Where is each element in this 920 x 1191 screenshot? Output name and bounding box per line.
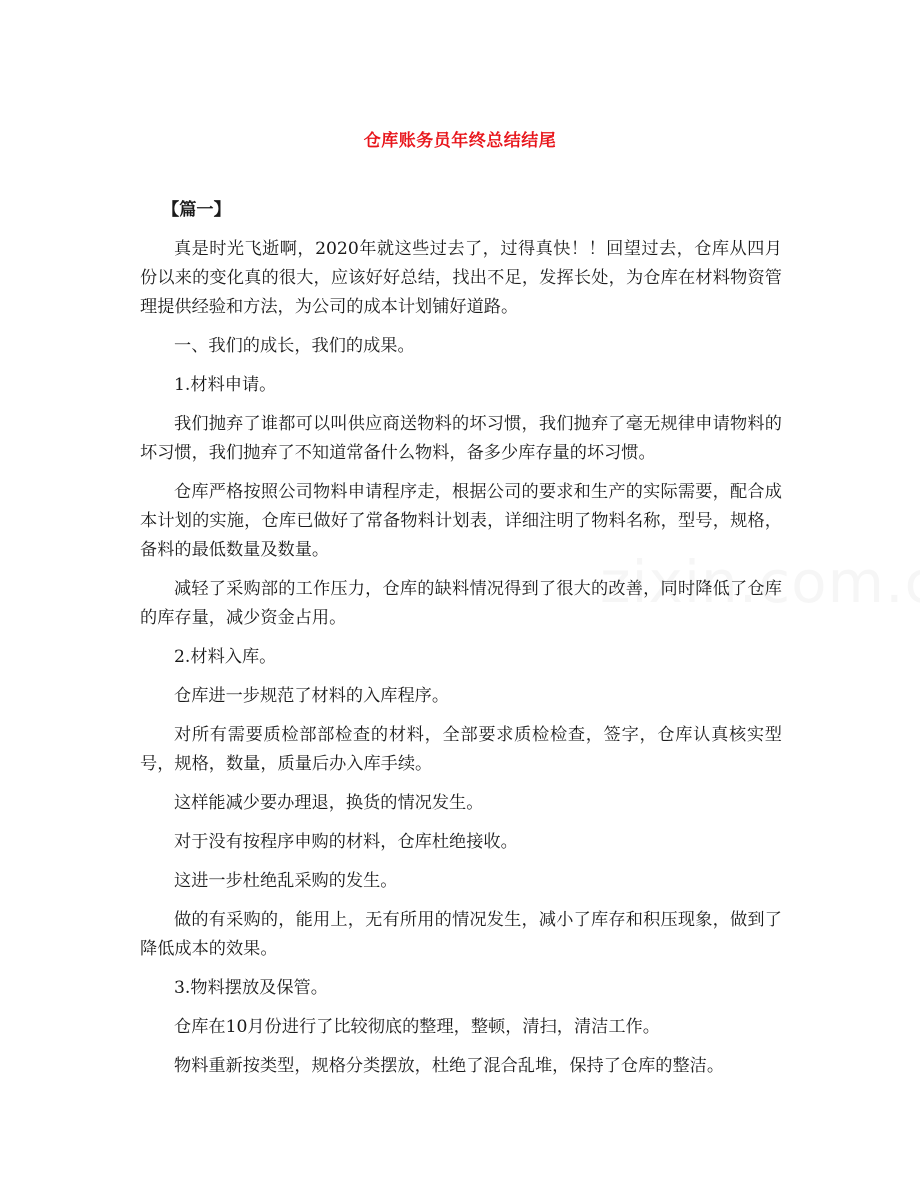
- paragraph: 对于没有按程序申购的材料，仓库杜绝接收。: [174, 832, 518, 852]
- paragraph: 3.物料摆放及保管。: [174, 978, 328, 998]
- paragraph: 2.材料入库。: [174, 647, 277, 667]
- paragraph: 仓库严格按照公司物料申请程序走，根据公司的要求和生产的实际需要，配合成本计划的实施，仓库已做好了常备物料计划表，详细注明了物料名称，型号，规格，备料的最低数量及数量。: [140, 482, 782, 560]
- paragraph: 这进一步杜绝乱采购的发生。: [174, 871, 398, 891]
- paragraph: 仓库在10月份进行了比较彻底的整理，整顿，清扫，清洁工作。: [174, 1017, 660, 1037]
- section-label: 【篇一】: [162, 200, 231, 220]
- paragraph: 真是时光飞逝啊，2020年就这些过去了，过得真快！！回望过去，仓库从四月份以来的变化真的很大，应该好好总结，找出不足，发挥长处，为仓库在材料物资管理提供经验和方法，为公司的成本计划铺好道路。: [140, 239, 782, 317]
- paragraph: 仓库进一步规范了材料的入库程序。: [174, 686, 450, 706]
- paragraph: 对所有需要质检部部检查的材料，全部要求质检检查，签字，仓库认真核实型号，规格，数量，质量后办入库手续。: [140, 725, 782, 774]
- document-body: [140, 196, 782, 1091]
- document-title: 仓库账务员年终总结结尾: [363, 131, 557, 151]
- paragraph: 一、我们的成长，我们的成果。: [174, 336, 415, 356]
- paragraph: 我们抛弃了谁都可以叫供应商送物料的坏习惯，我们抛弃了毫无规律申请物料的坏习惯，我们抛弃了不知道常备什么物料，备多少库存量的坏习惯。: [140, 414, 782, 463]
- paragraph: 这样能减少要办理退，换货的情况发生。: [174, 793, 484, 813]
- paragraph: 1.材料申请。: [174, 375, 277, 395]
- paragraph: 做的有采购的，能用上，无有所用的情况发生，减小了库存和积压现象，做到了降低成本的效果。: [140, 910, 782, 959]
- paragraph: 物料重新按类型，规格分类摆放，杜绝了混合乱堆，保持了仓库的整洁。: [174, 1056, 725, 1076]
- paragraph: 减轻了采购部的工作压力，仓库的缺料情况得到了很大的改善，同时降低了仓库的库存量，减少资金占用。: [140, 579, 782, 628]
